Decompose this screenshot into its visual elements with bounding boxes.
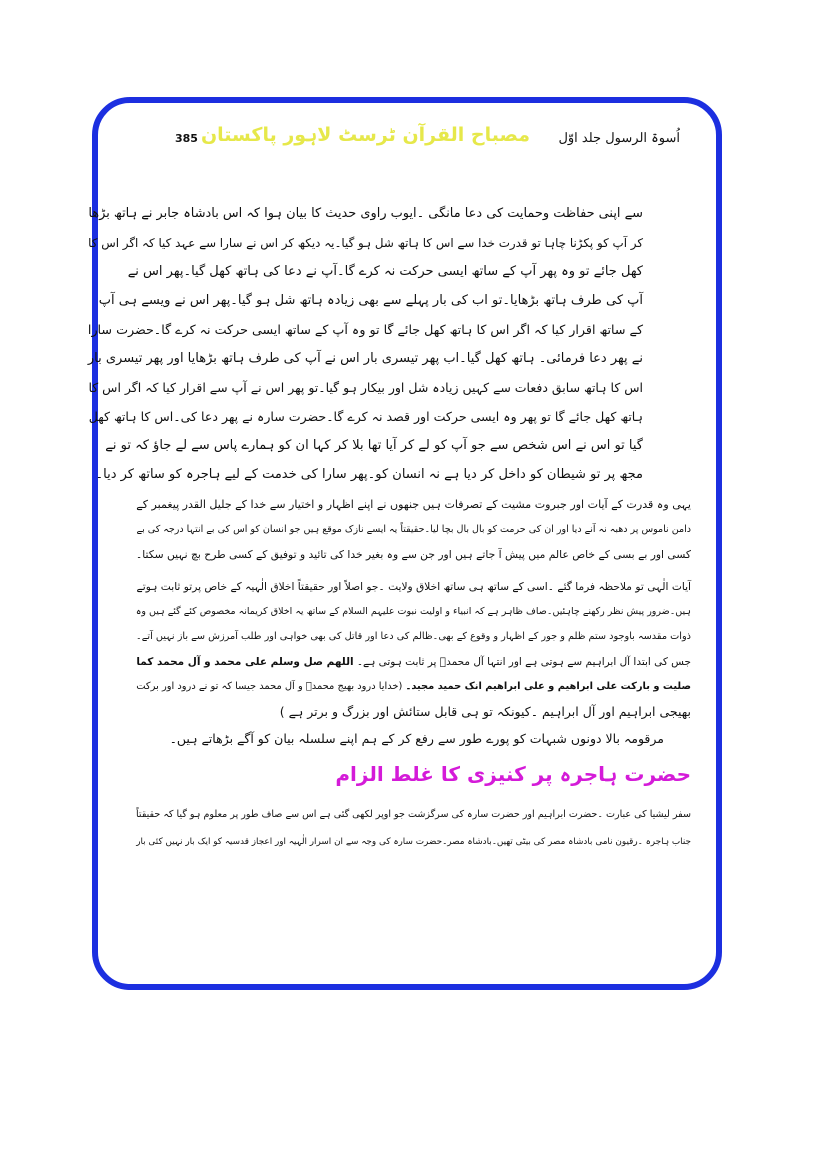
text-line: سے اپنی حفاظت وحمایت کی دعا مانگی ۔ایوب راوی حدیث کا بیان ہوا کہ اس بادشاہ جابر نے ہاتھ بڑھا <box>88 206 643 221</box>
publisher-title: مصباح القرآن ٹرسٹ لاہور پاکستان <box>200 124 530 146</box>
text-line: ہیں۔ضرور پیش نظر رکھنے چاہئیں۔صاف ظاہر ہے کہ انبیاء و اولیت نبوت علیہم السلام کے ساتھ یہ اخلاق کریمانہ مخصوص کئے گئے ہیں وہ <box>135 606 691 617</box>
text-line: دامن ناموس پر دھبہ نہ آنے دیا اور ان کی حرمت کو بال بال بچا لیا۔حقیقتاً یہ ایسے نازک موقع ہیں جو انسان کو اس کی بے انتہا درجہ کی بے <box>136 524 691 535</box>
durood-arabic-line2: صلیت و بارکت علی ابراھیم و علی ابراھیم انک حمید مجید۔ <box>405 681 691 692</box>
text-line: بھیجی ابراہیم اور آل ابراہیم ۔کیونکہ تو ہی قابل ستائش اور بزرگ و برتر ہے ) <box>279 704 691 719</box>
page-border-frame <box>92 97 722 990</box>
text-line: کسی اور بے بسی کے خاص عالم میں پیش آ جاتے ہیں اور جن سے وہ بغیر خدا کی تائید و توفیق کے کسی طرح بچ نہیں سکتا۔ <box>135 548 691 561</box>
text-line: نے پھر دعا فرمائی۔ ہاتھ کھل گیا۔اب پھر تیسری بار اس نے آپ کی طرف ہاتھ بڑھایا اور پھر تیسری بار <box>87 351 643 366</box>
book-title: اُسوۃ الرسول جلد اوّل <box>558 131 680 146</box>
text-line: مجھ پر تو شیطان کو داخل کر دیا ہے نہ انسان کو۔پھر سارا کی خدمت کے لیے ہاجرہ کو ساتھ کر دیا۔ <box>95 467 643 482</box>
text-line: مرقومہ بالا دونوں شبہات کو پورے طور سے رفع کر کے ہم اپنے سلسلہ بیان کو آگے بڑھاتے ہیں۔ <box>169 731 664 746</box>
text-span: جس کی ابتدا آل ابراہیم سے ہوتی ہے اور انتہا آل محمدؐ پر ثابت ہوتی ہے۔ <box>356 656 691 668</box>
page-header <box>150 124 680 158</box>
text-line: کھل جائے تو وہ پھر آپ کے ساتھ ایسی حرکت نہ کرے گا۔آپ نے دعا کی ہاتھ کھل گیا۔پھر اس نے <box>127 264 643 279</box>
text-line: ہاتھ کھل جائے گا تو پھر وہ ایسی حرکت اور قصد نہ کرے گا۔حضرت سارہ نے پھر دعا کی۔اس کا ہاتھ کھل <box>88 409 643 424</box>
text-line <box>136 678 691 696</box>
durood-arabic-inline: اللھم صل وسلم علی محمد و آل محمد کما <box>136 656 354 668</box>
text-line: سفر لیشیا کی عبارت ۔حضرت ابراہیم اور حضرت سارہ کی سرگزشت جو اوپر لکھی گئی ہے اس سے صاف طور پر معلوم ہو گیا کہ حقیقتاً <box>136 809 691 820</box>
text-line: کر آپ کو پکڑنا چاہا تو قدرت خدا سے اس کا ہاتھ شل ہو گیا۔یہ دیکھ کر اس نے سارا سے عہد کیا کہ اگر اس کا <box>88 236 643 250</box>
text-line: اس کا ہاتھ سابق دفعات سے کہیں زیادہ شل اور بیکار ہو گیا۔تو پھر اس نے آپ سے اقرار کیا کہ اگر اس کا <box>88 380 643 395</box>
text-line: ذوات مقدسہ باوجود ستم ظلم و جور کے اظہار و وقوع کے بھی۔ظالم کی دعا اور قاتل کی بھی خواہی اور طلب آمرزش سے باز نہیں آتے۔ <box>136 631 691 642</box>
text-line: آپ کی طرف ہاتھ بڑھایا۔تو اب کی بار پہلے سے بھی زیادہ ہاتھ شل ہو گیا۔پھر اس نے ویسے ہی آپ <box>98 293 643 308</box>
text-line: جناب ہاجرہ ۔رقیون نامی بادشاہ مصر کی بیٹی تھیں۔بادشاہ مصر۔حضرت سارہ کی وجہ سے ان اسرار الٰہیہ اور اعجاز قدسیہ کو ایک بار نہیں کئی بار <box>136 837 691 847</box>
text-line: یہی وہ قدرت کے آیات اور جبروت مشیت کے تصرفات ہیں جنھوں نے اپنے اظہار و اختیار سے خدا کے جلیل القدر پیغمبر کے <box>136 498 691 511</box>
page-number: 385 <box>175 132 198 145</box>
text-line: آیات الٰہی تو ملاحظہ فرما گئے ۔اسی کے ساتھ ہی ساتھ اخلاق ولایت ۔جو اصلاً اور حقیقتاً اخلاق الٰہیہ کے خاص پرتو ثابت ہوتے <box>136 580 691 593</box>
text-line: گیا تو اس نے اس شخص سے جو آپ کو لے کر آیا تھا بلا کر کہا ان کو ہمارے پاس سے لے جاؤ کہ تو نے <box>105 438 643 453</box>
text-line: کے ساتھ اقرار کیا کہ اگر اس کا ہاتھ کھل جائے گا تو وہ آپ کے ساتھ ایسی حرکت نہ کرے گا۔حضرت سارا <box>87 322 643 337</box>
durood-translation-a: (خدایا درود بھیج محمدؐ و آل محمد جیسا کہ تو نے درود اور برکت <box>136 681 403 692</box>
section-heading: حضرت ہاجرہ پر کنیزی کا غلط الزام <box>335 762 691 786</box>
text-line <box>136 653 691 671</box>
